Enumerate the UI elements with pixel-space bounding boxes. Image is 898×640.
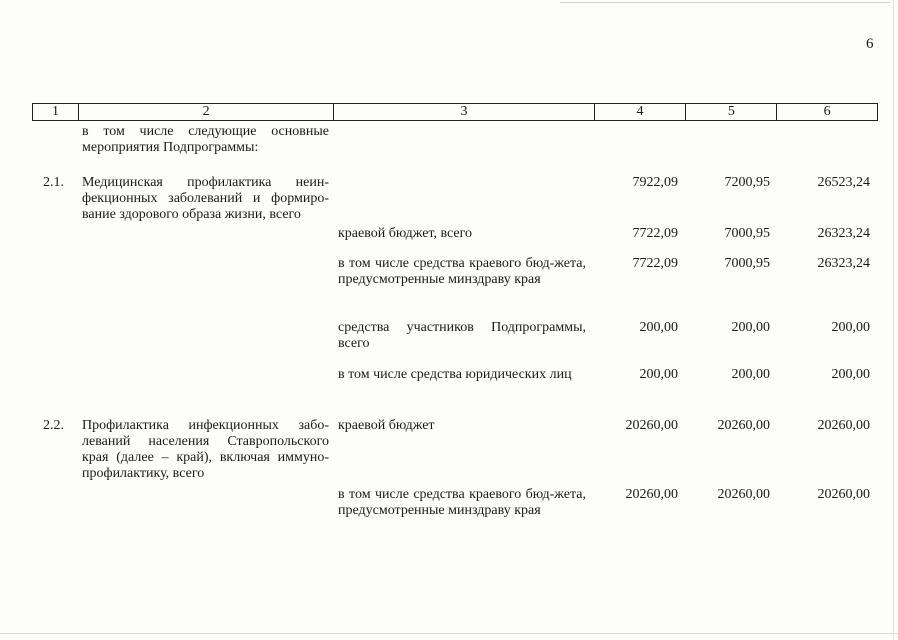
value-col4: 20260,00: [625, 487, 678, 502]
header-col-3: 3: [334, 104, 594, 120]
header-col-2: 2: [79, 104, 334, 120]
value-col6: 20260,00: [817, 487, 870, 502]
header-col-5: 5: [686, 104, 777, 120]
funding-source: краевой бюджет: [338, 418, 435, 433]
value-col5: 200,00: [731, 320, 770, 335]
header-col-1: 1: [33, 104, 79, 120]
scan-edge-right: [893, 0, 894, 640]
funding-source: в том числе средства юридических лиц: [338, 367, 572, 382]
funding-source: в том числе средства краевого бюд-жета, предусмотренные минздраву края: [338, 256, 586, 287]
value-col6: 200,00: [831, 320, 870, 335]
funding-source: краевой бюджет, всего: [338, 226, 473, 241]
value-col5: 7000,95: [724, 226, 770, 241]
value-col4: 7722,09: [632, 226, 678, 241]
header-col-6: 6: [823, 104, 831, 119]
row-number-2-2: 2.2.: [43, 418, 64, 433]
value-col6: 26523,24: [817, 175, 870, 190]
row-number-2-1: 2.1.: [43, 175, 64, 190]
value-col6: 200,00: [831, 367, 870, 382]
value-col6: 26323,24: [817, 226, 870, 241]
row-name-2-2: Профилактика инфекционных забо-леваний населения Ставропольского края (далее – край), включая иммуно-профилактику, всего: [82, 418, 329, 481]
row-name-2-1: Медицинская профилактика неин-фекционных заболеваний и формиро-вание здорового образа жизни, всего: [82, 175, 329, 222]
value-col5: 20260,00: [717, 487, 770, 502]
value-col5: 20260,00: [717, 418, 770, 433]
page-number: 6: [866, 36, 874, 52]
funding-source: в том числе средства краевого бюд-жета, предусмотренные минздраву края: [338, 487, 586, 518]
header-col-4: 4: [595, 104, 687, 120]
scan-edge-bottom: [0, 633, 898, 634]
table-header-row: [32, 103, 878, 121]
value-col4: 20260,00: [625, 418, 678, 433]
value-col5: 7200,95: [724, 175, 770, 190]
value-col5: 200,00: [731, 367, 770, 382]
value-col4: 200,00: [639, 320, 678, 335]
value-col4: 7922,09: [632, 175, 678, 190]
value-col4: 200,00: [639, 367, 678, 382]
intro-text: в том числе следующие основные мероприятия Подпрограммы:: [82, 124, 329, 155]
value-col6: 20260,00: [817, 418, 870, 433]
scan-edge-top: [560, 2, 890, 3]
value-col4: 7722,09: [632, 256, 678, 271]
value-col5: 7000,95: [724, 256, 770, 271]
value-col6: 26323,24: [817, 256, 870, 271]
funding-source: средства участников Подпрограммы, всего: [338, 320, 586, 351]
